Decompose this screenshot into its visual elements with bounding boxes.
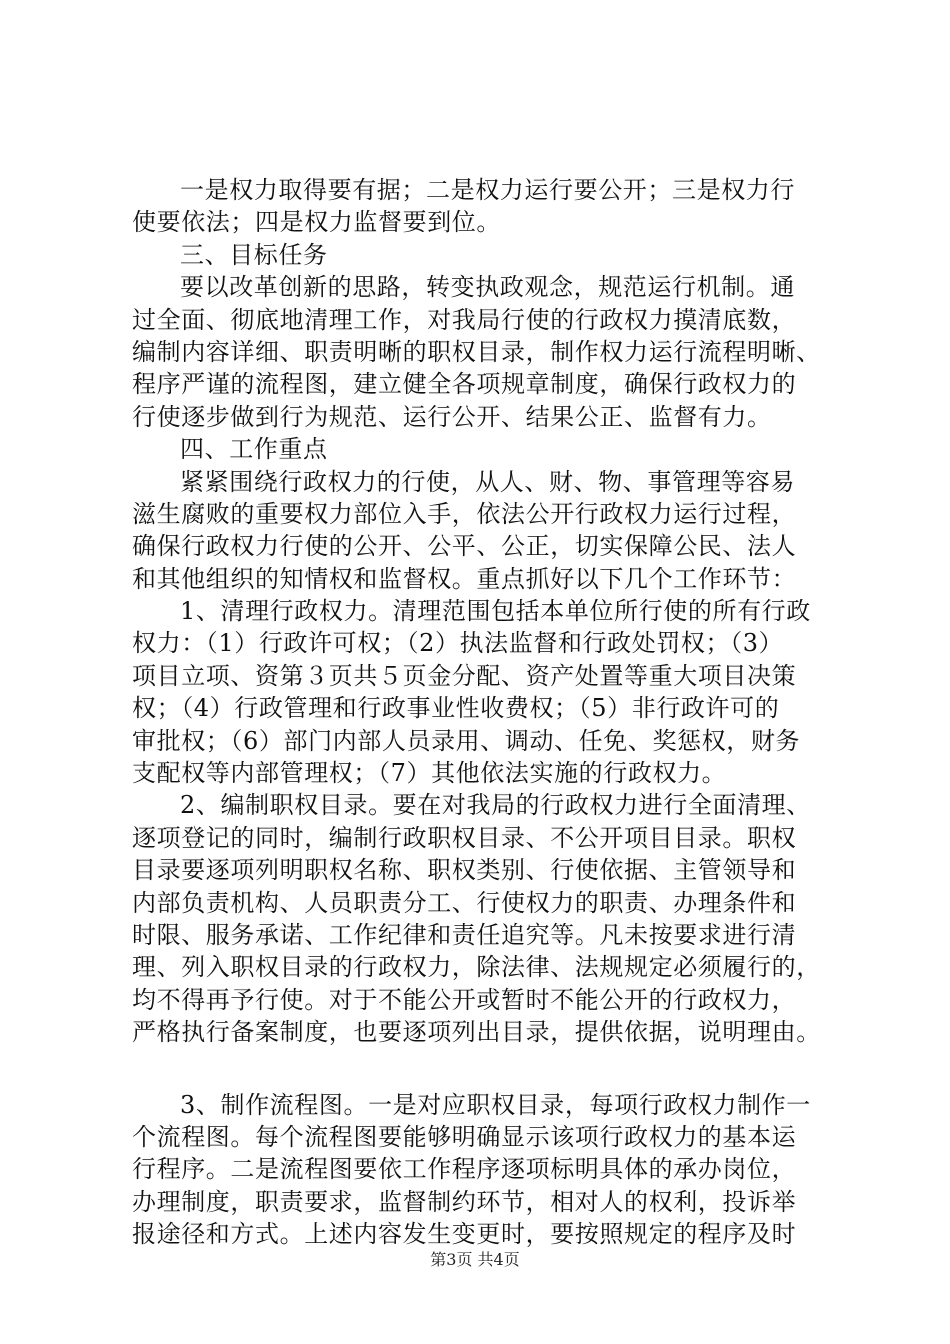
text-line: 权；（4）行政管理和行政事业性收费权；（5）非行政许可的	[132, 694, 780, 723]
text-line: 均不得再予行使。对于不能公开或暂时不能公开的行政权力，	[132, 985, 797, 1014]
text-line: 确保行政权力行使的公开、公平、公正，切实保障公民、法人	[132, 532, 797, 561]
text-line: 支配权等内部管理权；（7）其他依法实施的行政权力。	[132, 759, 727, 788]
text-line: 个流程图。每个流程图要能够明确显示该项行政权力的基本运	[132, 1122, 797, 1151]
text-line: 内部负责机构、人员职责分工、行使权力的职责、办理条件和	[132, 888, 797, 917]
text-line: 目录要逐项列明职权名称、职权类别、行使依据、主管领导和	[132, 856, 797, 885]
text-line: 时限、服务承诺、工作纪律和责任追究等。凡未按要求进行清	[132, 920, 797, 949]
text-line: 理、列入职权目录的行政权力，除法律、法规规定必须履行的，	[132, 953, 821, 982]
text-line: 2、编制职权目录。要在对我局的行政权力进行全面清理、	[180, 791, 811, 820]
text-line: 紧紧围绕行政权力的行使，从人、财、物、事管理等容易	[180, 467, 795, 496]
page-footer: 第3页 共4页	[430, 1250, 520, 1269]
text-line: 编制内容详细、职责明晰的职权目录，制作权力运行流程明晰、	[132, 337, 821, 366]
section-heading: 三、目标任务	[180, 240, 328, 269]
text-line: 行程序。二是流程图要依工作程序逐项标明具体的承办岗位，	[132, 1155, 797, 1184]
body-text	[132, 174, 852, 1251]
paragraph-gap	[132, 1049, 852, 1089]
text-line: 一是权力取得要有据；二是权力运行要公开；三是权力行	[180, 176, 795, 204]
text-line: 和其他组织的知情权和监督权。重点抓好以下几个工作环节：	[132, 564, 797, 593]
text-line: 报途径和方式。上述内容发生变更时，要按照规定的程序及时	[132, 1220, 797, 1249]
text-line: 使要依法；四是权力监督要到位。	[132, 208, 501, 237]
text-line: 权力：（1）行政许可权；（2）执法监督和行政处罚权；（3）	[132, 629, 784, 658]
text-line: 要以改革创新的思路，转变执政观念，规范运行机制。通	[180, 273, 795, 302]
text-line: 行使逐步做到行为规范、运行公开、结果公正、监督有力。	[132, 402, 772, 431]
text-line: 办理制度，职责要求，监督制约环节，相对人的权利，投诉举	[132, 1187, 797, 1216]
text-line: 过全面、彻底地清理工作，对我局行使的行政权力摸清底数，	[132, 305, 797, 334]
text-line: 审批权；（6）部门内部人员录用、调动、任免、奖惩权，财务	[132, 726, 801, 755]
text-line: 逐项登记的同时，编制行政职权目录、不公开项目目录。职权	[132, 823, 797, 852]
text-line: 程序严谨的流程图，建立健全各项规章制度，确保行政权力的	[132, 370, 797, 399]
section-heading: 四、工作重点	[180, 435, 328, 464]
text-line: 项目立项、资第３页共５页金分配、资产处置等重大项目决策	[132, 661, 797, 690]
text-line: 1、清理行政权力。清理范围包括本单位所行使的所有行政	[180, 597, 811, 626]
text-line: 严格执行备案制度，也要逐项列出目录，提供依据，说明理由。	[132, 1018, 821, 1047]
text-line: 3、制作流程图。一是对应职权目录，每项行政权力制作一	[180, 1090, 811, 1119]
text-line: 滋生腐败的重要权力部位入手，依法公开行政权力运行过程，	[132, 499, 797, 528]
